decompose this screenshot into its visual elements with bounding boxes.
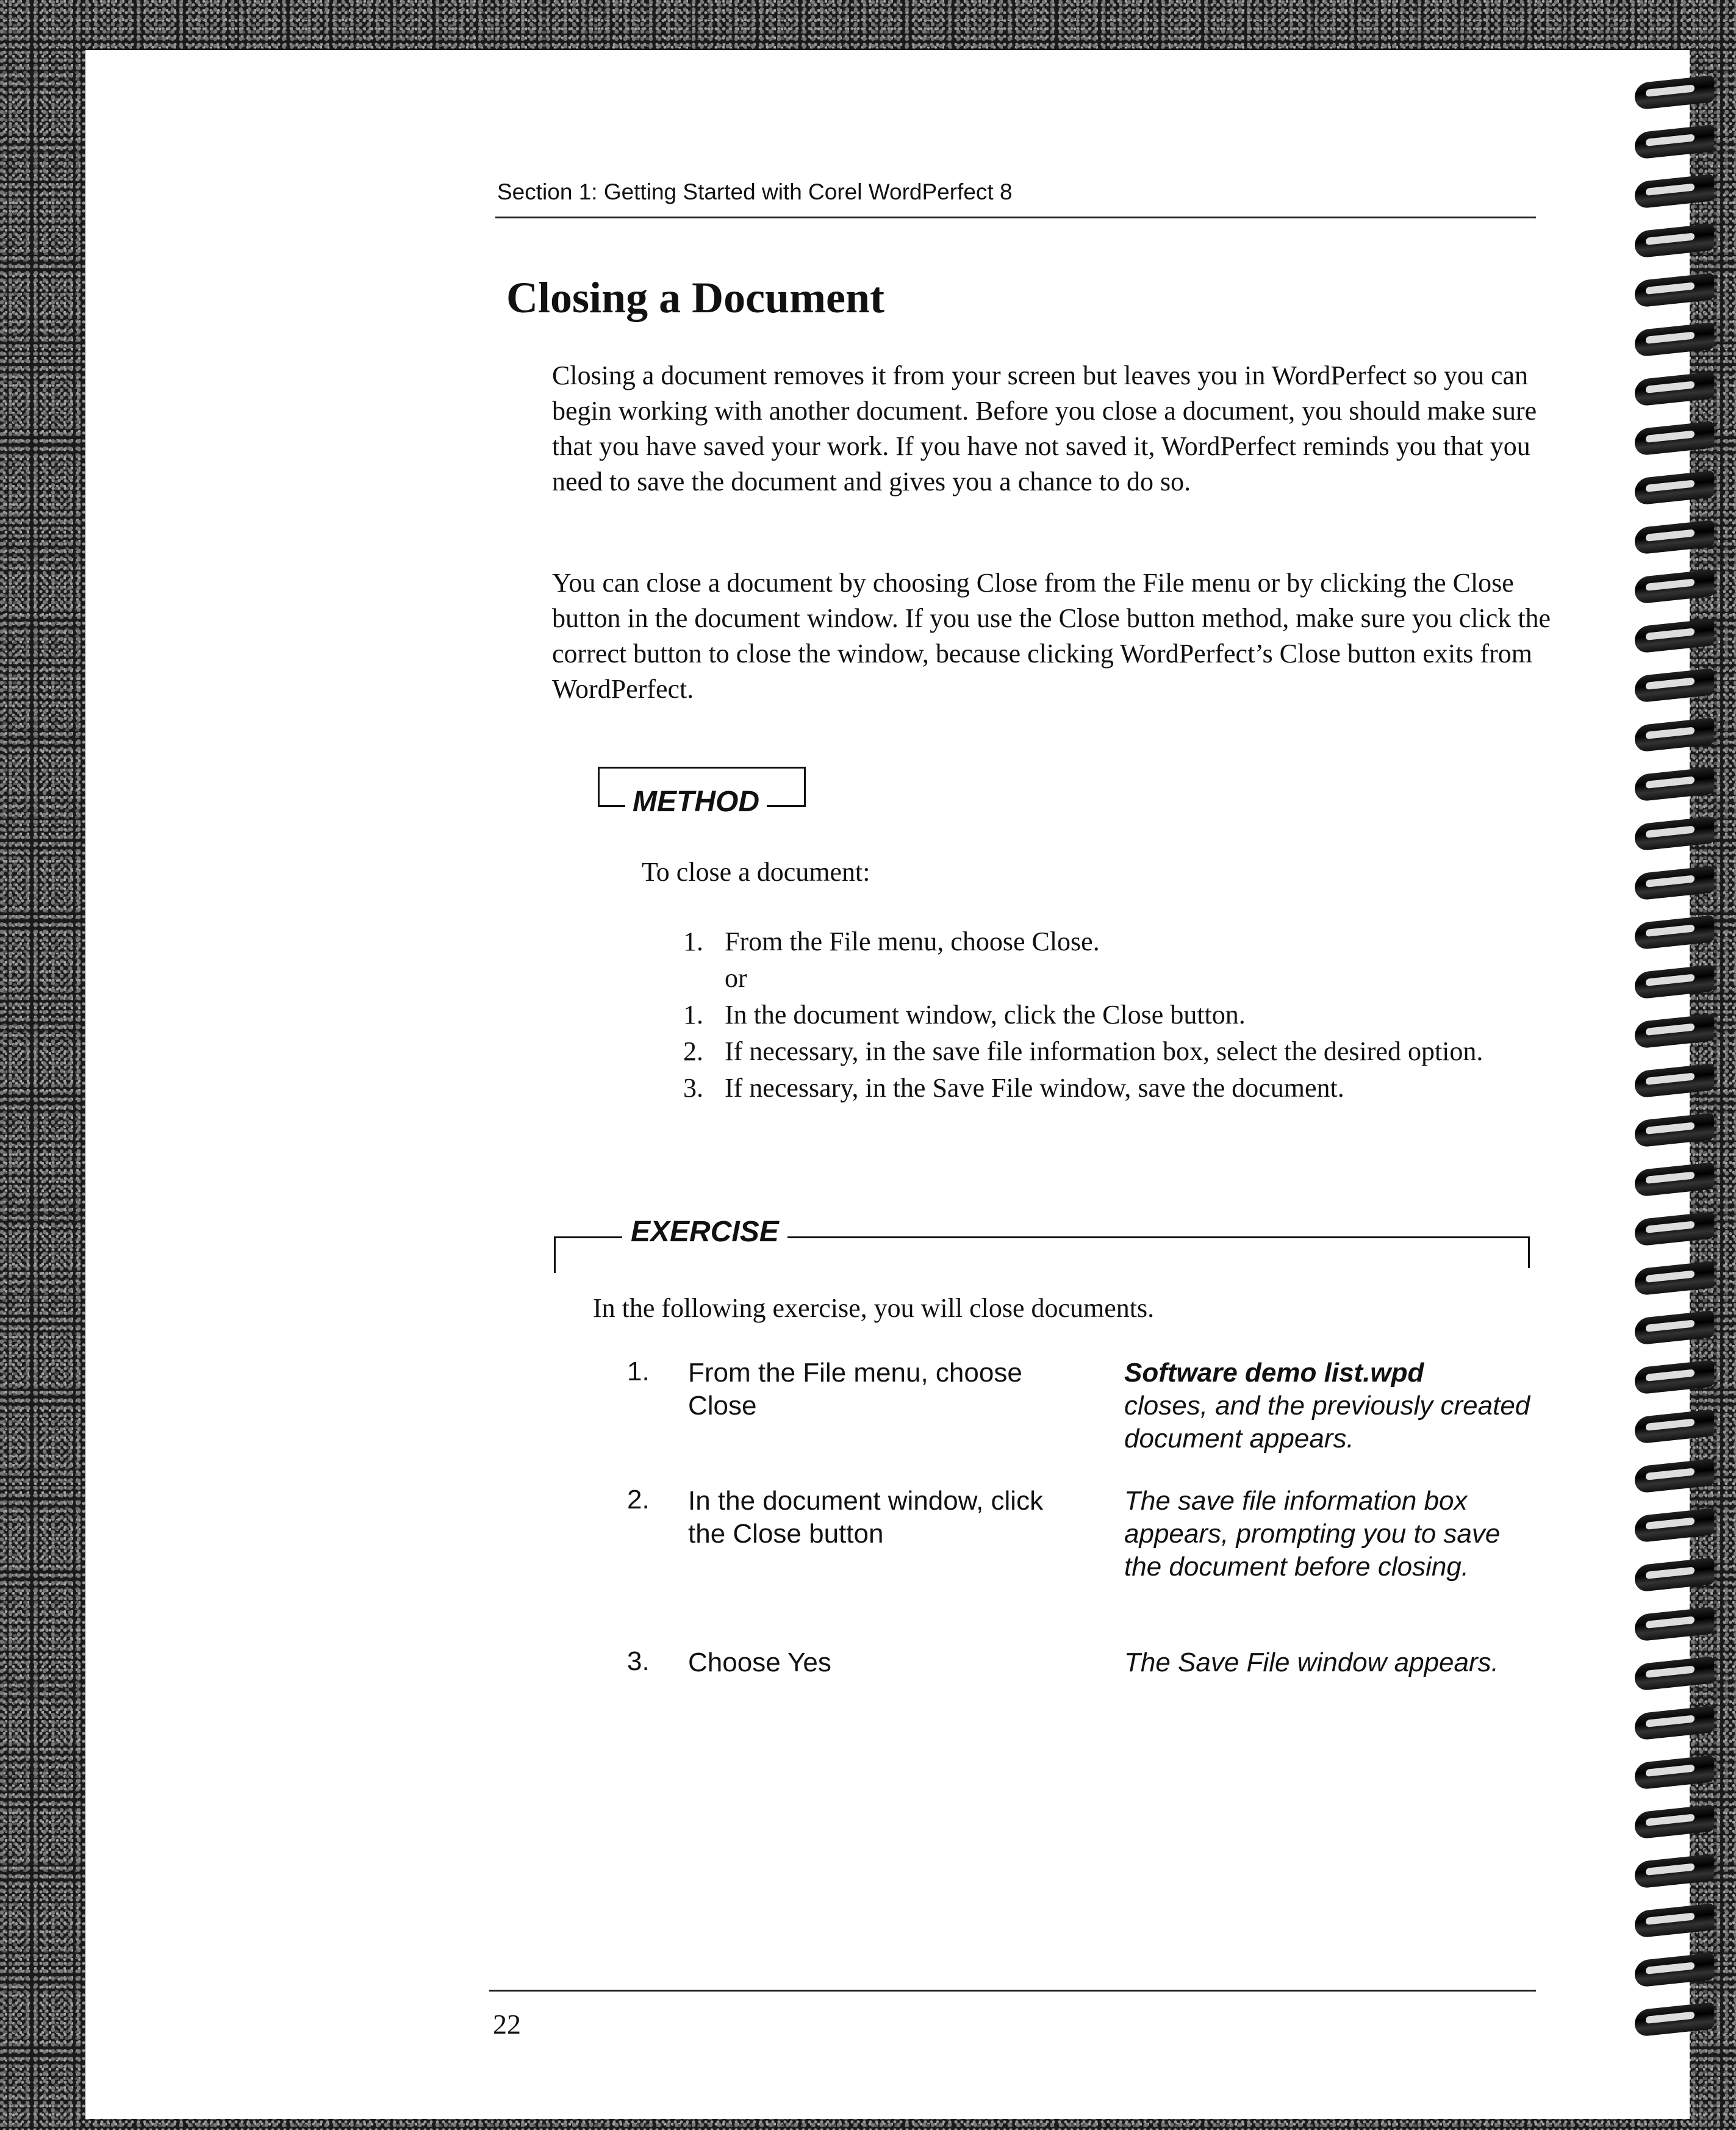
binding-ring xyxy=(1635,1261,1714,1296)
binding-ring xyxy=(1635,1607,1714,1642)
binding-ring xyxy=(1635,1804,1714,1840)
binding-ring xyxy=(1635,322,1714,357)
binding-ring xyxy=(1635,619,1714,654)
binding-ring xyxy=(1635,421,1714,456)
step-number: 1. xyxy=(683,1000,703,1030)
binding-ring xyxy=(1635,915,1714,950)
binding-ring xyxy=(1635,1113,1714,1148)
intro-paragraph: Closing a document removes it from your screen but leaves you in WordPerfect so you can begin working with another document. Before you close a document, you should make sure that you have saved your work. If you have not saved it, WordPerfect reminds you that you need to save the document and gives you a chance to do so. xyxy=(552,360,1537,497)
binding-ring xyxy=(1635,668,1714,703)
step-text: or xyxy=(725,963,747,993)
binding-ring xyxy=(1635,1063,1714,1099)
method-step xyxy=(683,923,1537,960)
exercise-step-action: From the File menu, choose Close xyxy=(688,1358,1022,1421)
footer-rule xyxy=(489,1990,1536,1992)
step-text: In the document window, click the Close button. xyxy=(725,1000,1246,1030)
binding-ring xyxy=(1635,1162,1714,1197)
exercise-step-result: The save file information box appears, prompting you to save the document before closing. xyxy=(1124,1486,1501,1582)
step-text: From the File menu, choose Close. xyxy=(725,927,1100,956)
binding-ring xyxy=(1635,1211,1714,1247)
binding-ring xyxy=(1635,1360,1714,1395)
page xyxy=(85,50,1690,2119)
step-text: If necessary, in the Save File window, save the document. xyxy=(725,1073,1344,1103)
binding-ring xyxy=(1635,1557,1714,1593)
binding-ring xyxy=(1635,1854,1714,1889)
binding-ring xyxy=(1635,1903,1714,1938)
binding-ring xyxy=(1635,2002,1714,2037)
binding-ring xyxy=(1635,273,1714,308)
binding-ring xyxy=(1635,569,1714,604)
exercise-step-number: 2. xyxy=(627,1485,650,1515)
binding-ring xyxy=(1635,866,1714,901)
binding-ring xyxy=(1635,75,1714,110)
page-number: 22 xyxy=(493,2009,521,2040)
method-step xyxy=(683,1070,1537,1106)
step-number: 1. xyxy=(683,927,703,956)
binding-ring xyxy=(1635,964,1714,1000)
binding-ring xyxy=(1635,1953,1714,1988)
method-step xyxy=(683,997,1537,1033)
binding-ring xyxy=(1635,1508,1714,1543)
page-title: Closing a Document xyxy=(506,273,885,322)
exercise-step-action: Choose Yes xyxy=(688,1648,831,1677)
binding-ring xyxy=(1635,174,1714,209)
close-paragraph: You can close a document by choosing Close from the File menu or by clicking the Close button in the document window. If you use the Close button method, make sure you click the correct button to close the window, because clicking WordPerfect’s Close button exits from WordPerfect. xyxy=(552,568,1551,704)
exercise-intro: In the following exercise, you will close documents. xyxy=(593,1293,1155,1323)
exercise-frame-right xyxy=(1528,1236,1530,1268)
method-intro: To close a document: xyxy=(642,857,870,887)
header-rule xyxy=(495,217,1536,218)
binding-ring xyxy=(1635,1755,1714,1790)
step-number: 3. xyxy=(683,1073,703,1103)
exercise-step-action: In the document window, click the Close button xyxy=(688,1486,1044,1549)
exercise-step-number: 1. xyxy=(627,1357,650,1386)
spiral-binding xyxy=(1635,79,1726,2080)
binding-ring xyxy=(1635,767,1714,802)
binding-ring xyxy=(1635,520,1714,555)
step-text: If necessary, in the save file information box, select the desired option. xyxy=(725,1036,1483,1066)
binding-ring xyxy=(1635,717,1714,753)
binding-ring xyxy=(1635,1458,1714,1494)
method-step-or xyxy=(683,960,1537,997)
running-header: Section 1: Getting Started with Corel WordPerfect 8 xyxy=(497,179,1013,204)
method-steps xyxy=(683,923,1537,1106)
method-step xyxy=(683,1033,1537,1070)
binding-ring xyxy=(1635,1310,1714,1346)
binding-ring xyxy=(1635,1705,1714,1741)
binding-ring xyxy=(1635,470,1714,506)
exercise-step-result: The Save File window appears. xyxy=(1124,1648,1499,1677)
binding-ring xyxy=(1635,1409,1714,1444)
binding-ring xyxy=(1635,1656,1714,1691)
exercise-frame-left xyxy=(554,1236,556,1273)
step-number: 2. xyxy=(683,1036,703,1066)
binding-ring xyxy=(1635,223,1714,259)
binding-ring xyxy=(1635,1014,1714,1049)
exercise-label: EXERCISE xyxy=(622,1215,787,1249)
binding-ring xyxy=(1635,816,1714,852)
result-text: closes, and the previously created document appears. xyxy=(1124,1391,1530,1454)
binding-ring xyxy=(1635,371,1714,407)
exercise-step-result xyxy=(1124,1357,1539,1455)
result-filename: Software demo list.wpd xyxy=(1124,1358,1424,1388)
exercise-step-number: 3. xyxy=(627,1646,650,1676)
method-label: METHOD xyxy=(625,785,767,819)
binding-ring xyxy=(1635,124,1714,160)
